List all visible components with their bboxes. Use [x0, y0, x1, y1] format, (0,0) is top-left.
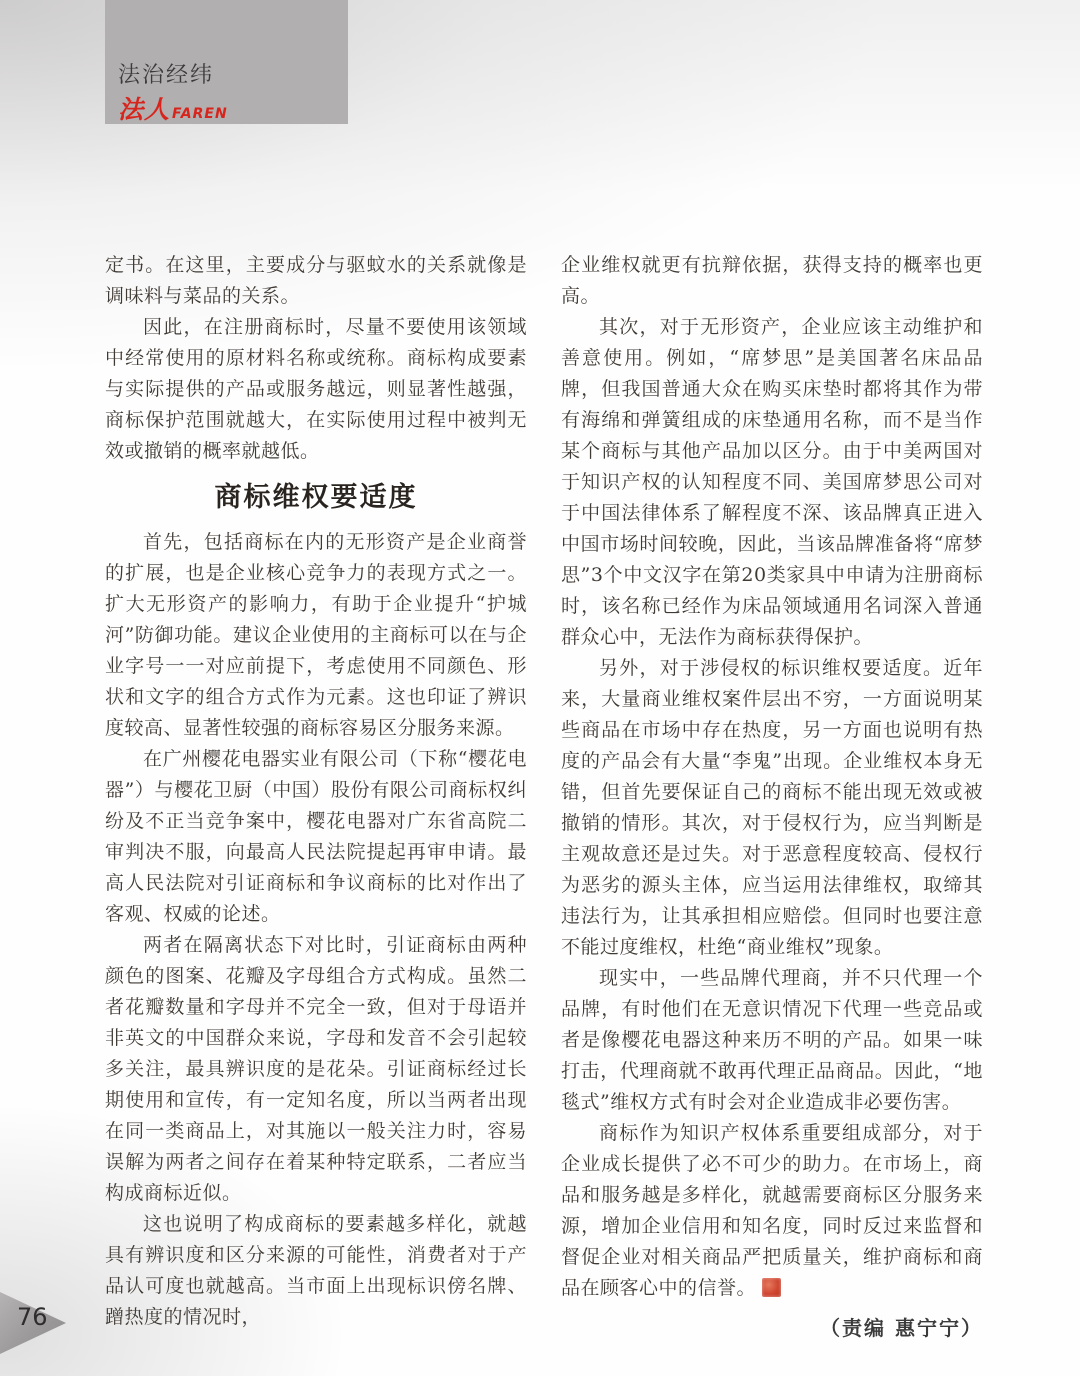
body-paragraph: 因此，在注册商标时，尽量不要使用该领域中经常使用的原材料名称或统称。商标构成要素与实际提供的产品或服务越远，则显著性越强，商标保护范围就越大，在实际使用过程中被判无效或撤销的概率就越低。 [105, 316, 527, 462]
body-paragraph [561, 1118, 983, 1304]
faren-logo-en: FAREN [172, 106, 228, 122]
body-paragraph: 企业维权就更有抗辩依据，获得支持的概率也更高。 [561, 254, 983, 307]
article-column-right [561, 250, 983, 1344]
body-paragraph: 其次，对于无形资产，企业应该主动维护和善意使用。例如，“席梦思”是美国著名床品品牌，但我国普通大众在购买床垫时都将其作为带有海绵和弹簧组成的床垫通用名称，而不是当作某个商标与其他产品加以区分。由于中美两国对于知识产权的认知程度不同、美国席梦思公司对于中国法律体系了解程度不深、该品牌真正进入中国市场时间较晚，因此，当该品牌准备将“席梦思”3个中文汉字在第20类家具中申请为注册商标时，该名称已经作为床品领域通用名词深入普通群众心中，无法作为商标获得保护。 [561, 316, 983, 648]
body-paragraph: 这也说明了构成商标的要素越多样化，就越具有辨识度和区分来源的可能性，消费者对于产品认可度也就越高。当市面上出现标识傍名牌、蹭热度的情况时， [105, 1213, 527, 1328]
faren-logo [118, 90, 228, 126]
section-label: 法治经纬 [118, 63, 215, 88]
article-column-left [105, 250, 527, 1333]
body-paragraph: 在广州樱花电器实业有限公司（下称“樱花电器”）与樱花卫厨（中国）股份有限公司商标权纠纷及不正当竞争案中，樱花电器对广东省高院二审判决不服，向最高人民法院提起再审申请。最高人民法院对引证商标和争议商标的比对作出了客观、权威的论述。 [105, 748, 527, 925]
body-paragraph: 定书。在这里，主要成分与驱蚊水的关系就像是调味料与菜品的关系。 [105, 254, 527, 307]
body-paragraph: 首先，包括商标在内的无形资产是企业商誉的扩展，也是企业核心竞争力的表现方式之一。扩大无形资产的影响力，有助于企业提升“护城河”防御功能。建议企业使用的主商标可以在与企业字号一一对应前提下，考虑使用不同颜色、形状和文字的组合方式作为元素。这也印证了辨识度较高、显著性较强的商标容易区分服务来源。 [105, 531, 527, 739]
body-paragraph: 两者在隔离状态下对比时，引证商标由两种颜色的图案、花瓣及字母组合方式构成。虽然二者花瓣数量和字母并不完全一致，但对于母语并非英文的中国群众来说，字母和发音不会引起较多关注，最具辨识度的是花朵。引证商标经过长期使用和宣传，有一定知名度，所以当两者出现在同一类商品上，对其施以一般关注力时，容易误解为两者之间存在着某种特定联系，二者应当构成商标近似。 [105, 934, 527, 1204]
section-header-box [105, 0, 348, 124]
editor-credit: （责编 惠宁宁） [820, 1316, 983, 1340]
paragraph-text: 商标作为知识产权体系重要组成部分，对于企业成长提供了必不可少的助力。在市场上，商品和服务越是多样化，就越需要商标区分服务来源，增加企业信用和知名度，同时反过来监督和督促企业对相关商品严把质量关，维护商标和商品在顾客心中的信誉。 [561, 1122, 983, 1299]
faren-logo-cn: 法人 [118, 95, 171, 124]
body-paragraph: 另外，对于涉侵权的标识维权要适度。近年来，大量商业维权案件层出不穷，一方面说明某些商品在市场中存在热度，另一方面也说明有热度的产品会有大量“李鬼”出现。企业维权本身无错，但首先要保证自己的商标不能出现无效或被撤销的情形。其次，对于侵权行为，应当判断是主观故意还是过失。对于恶意程度较高、侵权行为恶劣的源头主体，应当运用法律维权，取缔其违法行为，让其承担相应赔偿。但同时也要注意不能过度维权，杜绝“商业维权”现象。 [561, 657, 983, 958]
page-number: 76 [17, 1303, 48, 1331]
end-seal-stamp-icon [762, 1278, 781, 1297]
body-paragraph: 现实中，一些品牌代理商，并不只代理一个品牌，有时他们在无意识情况下代理一些竞品或者是像樱花电器这种来历不明的产品。如果一味打击，代理商就不敢再代理正品商品。因此，“地毯式”维权方式有时会对企业造成非必要伤害。 [561, 967, 983, 1113]
section-title: 商标维权要适度 [214, 482, 418, 513]
